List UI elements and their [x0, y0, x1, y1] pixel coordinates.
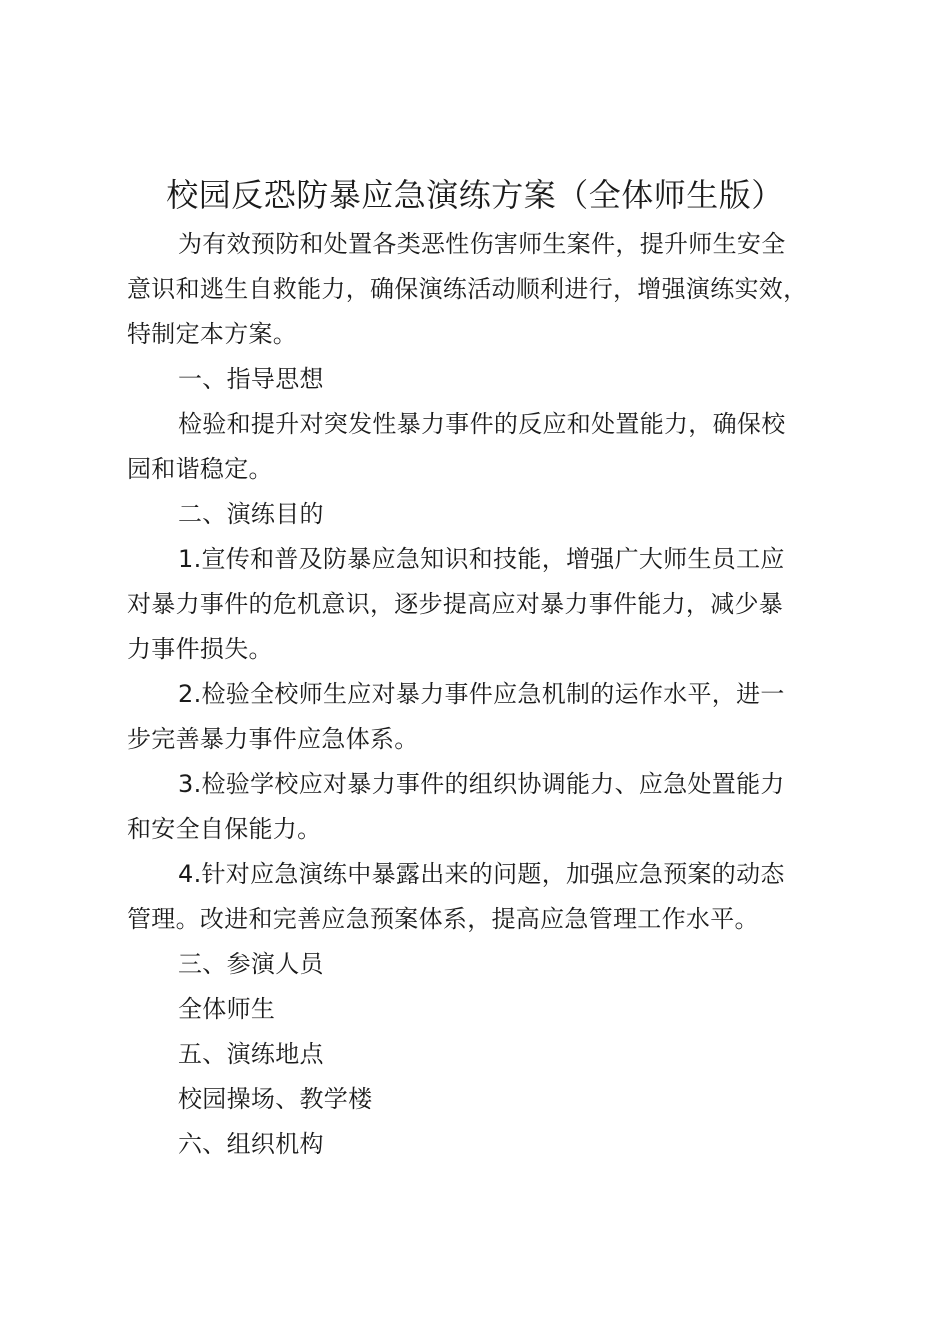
purpose-item-2-line-2: 步完善暴力事件应急体系。 — [127, 725, 419, 753]
section-heading-drill-location: 五、演练地点 — [178, 1040, 324, 1068]
purpose-item-4-line-2: 管理。改进和完善应急预案体系，提高应急管理工作水平。 — [127, 905, 759, 933]
intro-paragraph-line-3: 特制定本方案。 — [127, 320, 298, 348]
section-heading-guiding-ideology: 一、指导思想 — [178, 365, 324, 393]
participants-text: 全体师生 — [178, 995, 276, 1023]
document-title: 校园反恐防暴应急演练方案（全体师生版） — [166, 176, 784, 214]
section-heading-participants: 三、参演人员 — [178, 950, 324, 978]
section-heading-organization: 六、组织机构 — [178, 1130, 324, 1158]
purpose-item-4-line-1: 4.针对应急演练中暴露出来的问题，加强应急预案的动态 — [178, 860, 785, 888]
purpose-item-1-line-3: 力事件损失。 — [127, 635, 273, 663]
purpose-item-3-line-1: 3.检验学校应对暴力事件的组织协调能力、应急处置能力 — [178, 770, 785, 798]
purpose-item-1-line-1: 1.宣传和普及防暴应急知识和技能，增强广大师生员工应 — [178, 545, 785, 573]
guiding-paragraph-line-1: 检验和提升对突发性暴力事件的反应和处置能力，确保校 — [178, 410, 786, 438]
intro-paragraph-line-2: 意识和逃生自救能力，确保演练活动顺利进行，增强演练实效， — [127, 275, 808, 303]
intro-paragraph-line-1: 为有效预防和处置各类恶性伤害师生案件，提升师生安全 — [178, 230, 786, 258]
purpose-item-3-line-2: 和安全自保能力。 — [127, 815, 322, 843]
purpose-item-1-line-2: 对暴力事件的危机意识，逐步提高应对暴力事件能力，减少暴 — [127, 590, 784, 618]
location-text: 校园操场、教学楼 — [178, 1085, 373, 1113]
section-heading-drill-purpose: 二、演练目的 — [178, 500, 324, 528]
purpose-item-2-line-1: 2.检验全校师生应对暴力事件应急机制的运作水平，进一 — [178, 680, 785, 708]
guiding-paragraph-line-2: 园和谐稳定。 — [127, 455, 273, 483]
